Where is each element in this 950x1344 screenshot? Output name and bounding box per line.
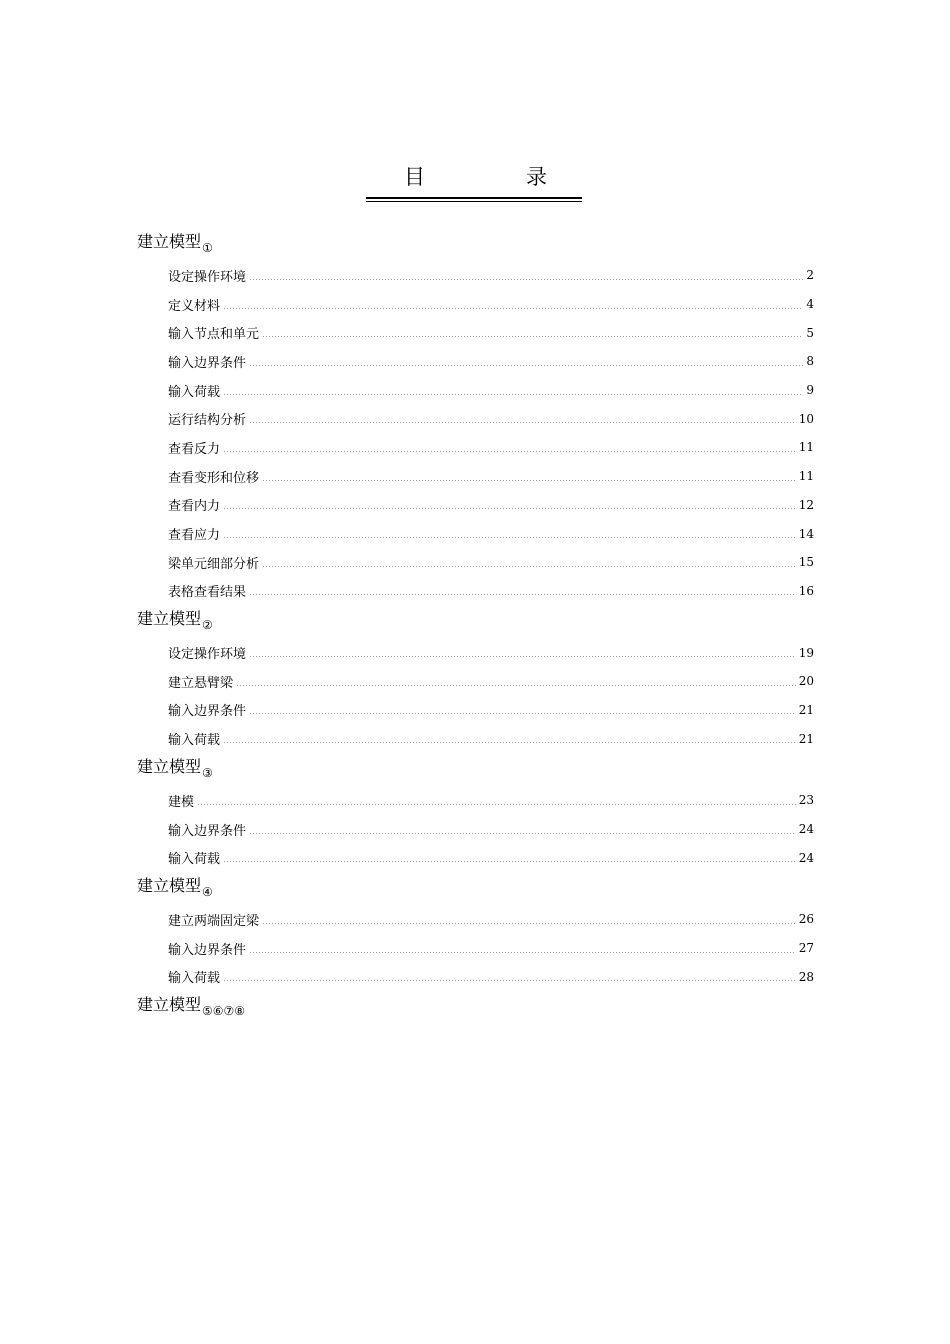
dot-leader [223, 508, 796, 509]
toc-entry-page-number: 20 [798, 674, 814, 689]
toc-entry-label: 查看反力 [168, 441, 221, 457]
toc-entry-page-number: 12 [798, 497, 814, 512]
toc-entry-page-number: 5 [806, 325, 814, 340]
dot-leader [249, 713, 796, 714]
toc-entry-page-number: 14 [798, 526, 814, 541]
section-heading-number: ③ [202, 766, 213, 780]
dot-leader [262, 923, 796, 924]
toc-entry[interactable] [168, 318, 814, 347]
dot-leader [223, 394, 803, 395]
toc-section-heading[interactable] [0, 872, 950, 900]
toc-entry-label: 定义材料 [168, 298, 221, 314]
toc-entry[interactable] [168, 638, 814, 667]
title-underline-thin [366, 201, 582, 202]
toc-entry[interactable] [168, 347, 814, 376]
dot-leader [236, 685, 796, 686]
toc-entry-page-number: 11 [798, 440, 814, 455]
dot-leader [262, 566, 796, 567]
toc-entry[interactable] [168, 843, 814, 872]
toc-entry-page-number: 16 [798, 583, 814, 598]
toc-entry[interactable] [168, 290, 814, 319]
section-heading-label: 建立模型 [137, 232, 202, 251]
section-heading-label: 建立模型 [137, 609, 202, 629]
title-underline-thick [366, 197, 582, 199]
dot-leader [249, 833, 796, 834]
toc-section-heading[interactable] [0, 605, 950, 633]
toc-title-char-2: 录 [526, 165, 547, 189]
toc-entry-label: 查看内力 [168, 499, 221, 515]
toc-entry-page-number: 21 [798, 702, 814, 717]
toc-section-heading[interactable] [0, 228, 950, 256]
toc-entry-page-number: 2 [806, 268, 814, 283]
section-heading-label: 建立模型 [137, 876, 202, 896]
toc-entry-page-number: 10 [798, 411, 814, 426]
toc-entry-page-number: 9 [806, 383, 814, 398]
toc-entry-label: 输入荷载 [168, 384, 221, 400]
toc-section-items [0, 781, 950, 872]
toc-section-heading[interactable] [0, 991, 950, 1019]
dot-leader [223, 742, 796, 743]
toc-entry[interactable] [168, 962, 814, 991]
toc-entry-label: 输入荷载 [168, 971, 221, 987]
toc-entry[interactable] [168, 934, 814, 963]
dot-leader [223, 537, 796, 538]
toc-entry-label: 输入边界条件 [168, 823, 247, 839]
dot-leader [223, 308, 803, 309]
toc-entry-label: 输入荷载 [168, 733, 221, 749]
toc-title-char-1: 目 [404, 165, 425, 189]
toc-entry-label: 建模 [168, 794, 195, 810]
toc-entry-label: 查看变形和位移 [168, 470, 260, 486]
toc-entry-label: 输入边界条件 [168, 355, 247, 371]
toc-entry-label: 输入边界条件 [168, 704, 247, 720]
toc-entry[interactable] [168, 577, 814, 606]
dot-leader [262, 480, 796, 481]
toc-entry-label: 运行结构分析 [168, 413, 247, 429]
toc-entry-label: 输入荷载 [168, 852, 221, 868]
toc-entry[interactable] [168, 667, 814, 696]
toc-entry-label: 表格查看结果 [168, 585, 247, 601]
toc-entry-page-number: 11 [798, 469, 814, 484]
toc-entry-page-number: 27 [798, 941, 814, 956]
toc-entry-label: 输入节点和单元 [168, 327, 260, 343]
table-of-contents [0, 228, 950, 1019]
toc-entry-label: 输入边界条件 [168, 942, 247, 958]
toc-entry[interactable] [168, 786, 814, 815]
toc-entry-page-number: 21 [798, 731, 814, 746]
toc-entry[interactable] [168, 491, 814, 520]
toc-entry-page-number: 28 [798, 969, 814, 984]
dot-leader [249, 952, 796, 953]
toc-section-heading[interactable] [0, 753, 950, 781]
toc-entry-label: 查看应力 [168, 528, 221, 544]
toc-entry[interactable] [168, 815, 814, 844]
toc-entry-label: 设定操作环境 [168, 647, 247, 663]
toc-entry[interactable] [168, 548, 814, 577]
toc-section-items [0, 900, 950, 991]
toc-title [366, 160, 582, 194]
toc-entry-label: 设定操作环境 [168, 269, 247, 285]
toc-entry[interactable] [168, 905, 814, 934]
toc-entry[interactable] [168, 696, 814, 725]
toc-entry-page-number: 24 [798, 822, 814, 837]
dot-leader [249, 594, 796, 595]
dot-leader [249, 365, 803, 366]
toc-entry-label: 建立两端固定梁 [168, 913, 260, 929]
section-heading-number: ④ [202, 885, 213, 900]
toc-entry[interactable] [168, 519, 814, 548]
toc-entry[interactable] [168, 724, 814, 753]
toc-entry[interactable] [168, 261, 814, 290]
toc-entry-page-number: 15 [798, 555, 814, 570]
toc-entry[interactable] [168, 376, 814, 405]
toc-entry-label: 梁单元细部分析 [168, 556, 260, 572]
toc-entry-label: 建立悬臂梁 [168, 675, 234, 691]
toc-entry[interactable] [168, 462, 814, 491]
dot-leader [197, 804, 796, 805]
dot-leader [249, 279, 803, 280]
toc-entry-page-number: 8 [806, 354, 814, 369]
section-heading-number: ① [202, 241, 213, 255]
dot-leader [223, 980, 796, 981]
toc-entry-page-number: 24 [798, 850, 814, 865]
dot-leader [262, 336, 803, 337]
toc-entry-page-number: 26 [798, 912, 814, 927]
toc-entry[interactable] [168, 404, 814, 433]
toc-section-items [0, 633, 950, 753]
toc-entry-page-number: 19 [798, 645, 814, 660]
toc-entry-page-number: 23 [798, 793, 814, 808]
section-heading-number: ② [202, 618, 213, 633]
dot-leader [249, 422, 796, 423]
toc-entry-page-number: 4 [806, 297, 814, 312]
section-heading-label: 建立模型 [137, 757, 202, 776]
section-heading-number: ⑤⑥⑦⑧ [202, 1004, 246, 1019]
toc-entry[interactable] [168, 433, 814, 462]
dot-leader [223, 451, 796, 452]
dot-leader [249, 656, 796, 657]
section-heading-label: 建立模型 [137, 995, 202, 1015]
toc-section-items [0, 256, 950, 605]
dot-leader [223, 861, 796, 862]
